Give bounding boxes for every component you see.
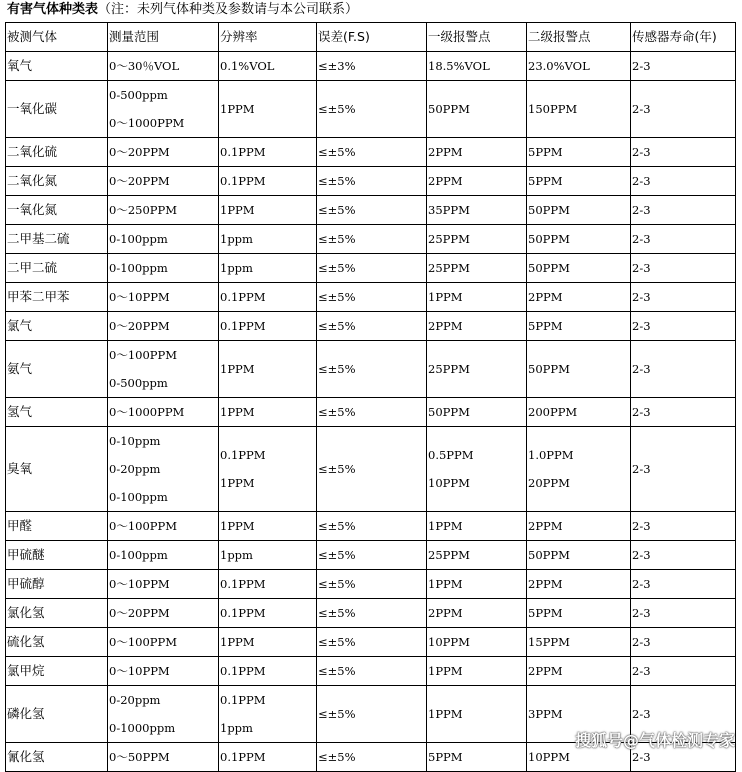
alarm1-cell: [427, 52, 527, 81]
alarm1-cell-line: 0.5PPM: [428, 448, 474, 462]
alarm1-cell-line: 1PPM: [428, 707, 463, 721]
header-row: [6, 23, 736, 52]
resolution-cell: [219, 52, 317, 81]
range-cell-line: 0～100PPM: [109, 348, 178, 362]
range-cell: [108, 312, 219, 341]
table-row: [6, 52, 736, 81]
alarm1-cell: [427, 196, 527, 225]
error-cell: ≤±5%: [317, 167, 427, 196]
range-cell-line: 0-500ppm: [109, 376, 168, 390]
alarm1-cell-line: 1PPM: [428, 664, 463, 678]
table-row: [6, 541, 736, 570]
life-cell: 2-3: [631, 398, 736, 427]
alarm1-cell-line: 10PPM: [428, 635, 470, 649]
range-cell: [108, 167, 219, 196]
range-cell: [108, 81, 219, 138]
range-cell-line: 0～10PPM: [109, 577, 170, 591]
alarm2-cell: [527, 312, 631, 341]
resolution-cell: [219, 196, 317, 225]
resolution-cell: [219, 686, 317, 743]
alarm2-cell: [527, 52, 631, 81]
table-row: [6, 512, 736, 541]
gas-cell: 甲硫醚: [6, 541, 108, 570]
table-row: [6, 398, 736, 427]
error-cell: ≤±5%: [317, 81, 427, 138]
alarm2-cell: [527, 599, 631, 628]
table-row: [6, 599, 736, 628]
gas-cell: 氢气: [6, 398, 108, 427]
table-row: [6, 312, 736, 341]
alarm2-cell-line: 5PPM: [528, 319, 563, 333]
header-life: 传感器寿命(年): [631, 23, 736, 52]
error-cell: ≤±5%: [317, 686, 427, 743]
alarm1-cell: [427, 341, 527, 398]
life-cell: 2-3: [631, 570, 736, 599]
range-cell-line: 0～10PPM: [109, 290, 170, 304]
resolution-cell-line: 0.1PPM: [220, 750, 266, 764]
gas-cell: 甲硫醇: [6, 570, 108, 599]
range-cell-line: 0-100ppm: [109, 232, 168, 246]
header-error: 误差(F.S): [317, 23, 427, 52]
gas-cell: 硫化氢: [6, 628, 108, 657]
alarm2-cell: [527, 81, 631, 138]
alarm1-cell: [427, 283, 527, 312]
alarm2-cell-line: 50PPM: [528, 362, 570, 376]
table-row: [6, 196, 736, 225]
life-cell: 2-3: [631, 657, 736, 686]
alarm1-cell: [427, 138, 527, 167]
alarm2-cell-line: 200PPM: [528, 405, 578, 419]
life-cell: 2-3: [631, 81, 736, 138]
alarm2-cell-line: 2PPM: [528, 577, 563, 591]
alarm2-cell-line: 5PPM: [528, 606, 563, 620]
alarm1-cell-line: 2PPM: [428, 174, 463, 188]
life-cell: 2-3: [631, 283, 736, 312]
alarm1-cell-line: 25PPM: [428, 261, 470, 275]
resolution-cell: [219, 341, 317, 398]
range-cell-line: 0～10PPM: [109, 664, 170, 678]
alarm2-cell-line: 5PPM: [528, 145, 563, 159]
error-cell: ≤±5%: [317, 628, 427, 657]
gas-cell: 臭氧: [6, 427, 108, 512]
alarm2-cell: [527, 398, 631, 427]
error-cell: ≤±5%: [317, 427, 427, 512]
alarm2-cell: [527, 341, 631, 398]
resolution-cell-line: 0.1PPM: [220, 448, 266, 462]
resolution-cell: [219, 167, 317, 196]
resolution-cell-line: 1PPM: [220, 635, 255, 649]
header-gas: 被测气体: [6, 23, 108, 52]
range-cell-line: 0-10ppm: [109, 434, 161, 448]
range-cell-line: 0-100ppm: [109, 490, 168, 504]
alarm2-cell: [527, 657, 631, 686]
error-cell: ≤±5%: [317, 283, 427, 312]
alarm1-cell-line: 2PPM: [428, 606, 463, 620]
gas-cell: 氨气: [6, 341, 108, 398]
error-cell: ≤±5%: [317, 254, 427, 283]
header-range: 测量范围: [108, 23, 219, 52]
gas-cell: 氯甲烷: [6, 657, 108, 686]
resolution-cell-line: 1ppm: [220, 721, 253, 735]
alarm2-cell-line: 2PPM: [528, 664, 563, 678]
alarm1-cell: [427, 427, 527, 512]
alarm2-cell-line: 2PPM: [528, 290, 563, 304]
resolution-cell: [219, 81, 317, 138]
alarm1-cell-line: 2PPM: [428, 145, 463, 159]
error-cell: ≤±5%: [317, 398, 427, 427]
resolution-cell: [219, 138, 317, 167]
resolution-cell-line: 0.1PPM: [220, 606, 266, 620]
life-cell: 2-3: [631, 628, 736, 657]
table-note: （注：未列气体种类及参数请与本公司联系）: [98, 2, 359, 17]
gas-cell: 一氧化碳: [6, 81, 108, 138]
header-resolution: 分辨率: [219, 23, 317, 52]
alarm2-cell-line: 50PPM: [528, 548, 570, 562]
range-cell-line: 0-500ppm: [109, 88, 168, 102]
watermark: 搜狐号@气体检测专家: [575, 731, 736, 750]
error-cell: ≤±5%: [317, 570, 427, 599]
resolution-cell: [219, 628, 317, 657]
range-cell: [108, 686, 219, 743]
range-cell: [108, 628, 219, 657]
alarm1-cell: [427, 541, 527, 570]
range-cell-line: 0-100ppm: [109, 261, 168, 275]
table-row: [6, 225, 736, 254]
range-cell-line: 0～30％VOL: [109, 59, 180, 73]
alarm1-cell: [427, 628, 527, 657]
alarm1-cell-line: 25PPM: [428, 232, 470, 246]
resolution-cell-line: 0.1%VOL: [220, 59, 275, 73]
error-cell: ≤±5%: [317, 138, 427, 167]
alarm2-cell-line: 2PPM: [528, 519, 563, 533]
page-title: [7, 1, 358, 19]
table-row: [6, 427, 736, 512]
alarm1-cell-line: 5PPM: [428, 750, 463, 764]
range-cell: [108, 541, 219, 570]
range-cell-line: 0～20PPM: [109, 319, 170, 333]
life-cell: 2-3: [631, 512, 736, 541]
life-cell: 2-3: [631, 167, 736, 196]
range-cell-line: 0～20PPM: [109, 145, 170, 159]
alarm2-cell: [527, 628, 631, 657]
alarm1-cell-line: 10PPM: [428, 476, 470, 490]
life-cell: 2-3: [631, 138, 736, 167]
range-cell-line: 0～100PPM: [109, 519, 178, 533]
gas-cell: 二甲二硫: [6, 254, 108, 283]
alarm2-cell: [527, 138, 631, 167]
header-alarm2: 二级报警点: [527, 23, 631, 52]
table-row: [6, 167, 736, 196]
life-cell: 2-3: [631, 743, 736, 772]
error-cell: ≤±5%: [317, 512, 427, 541]
resolution-cell-line: 0.1PPM: [220, 174, 266, 188]
resolution-cell-line: 0.1PPM: [220, 145, 266, 159]
gas-cell: 二氧化硫: [6, 138, 108, 167]
header-alarm1: 一级报警点: [427, 23, 527, 52]
error-cell: ≤±5%: [317, 225, 427, 254]
table-row: [6, 628, 736, 657]
range-cell: [108, 398, 219, 427]
table-row: [6, 570, 736, 599]
alarm2-cell-line: 23.0%VOL: [528, 59, 590, 73]
alarm1-cell-line: 1PPM: [428, 519, 463, 533]
alarm2-cell: [527, 167, 631, 196]
alarm2-cell-line: 3PPM: [528, 707, 563, 721]
alarm1-cell: [427, 167, 527, 196]
error-cell: ≤±5%: [317, 599, 427, 628]
table-row: [6, 283, 736, 312]
resolution-cell: [219, 427, 317, 512]
range-cell: [108, 341, 219, 398]
range-cell: [108, 254, 219, 283]
range-cell: [108, 52, 219, 81]
gas-types-table: [5, 22, 736, 772]
gas-cell: 一氧化氮: [6, 196, 108, 225]
resolution-cell-line: 1ppm: [220, 261, 253, 275]
gas-cell: 二甲基二硫: [6, 225, 108, 254]
life-cell: 2-3: [631, 341, 736, 398]
alarm1-cell-line: 35PPM: [428, 203, 470, 217]
alarm2-cell-line: 20PPM: [528, 476, 570, 490]
alarm1-cell-line: 1PPM: [428, 577, 463, 591]
resolution-cell: [219, 283, 317, 312]
alarm2-cell-line: 150PPM: [528, 102, 578, 116]
range-cell: [108, 196, 219, 225]
alarm2-cell: [527, 196, 631, 225]
alarm2-cell: [527, 427, 631, 512]
life-cell: 2-3: [631, 599, 736, 628]
resolution-cell-line: 0.1PPM: [220, 577, 266, 591]
alarm1-cell: [427, 312, 527, 341]
alarm2-cell-line: 50PPM: [528, 261, 570, 275]
life-cell: 2-3: [631, 686, 736, 743]
alarm1-cell: [427, 657, 527, 686]
resolution-cell-line: 1PPM: [220, 102, 255, 116]
resolution-cell: [219, 398, 317, 427]
range-cell: [108, 225, 219, 254]
range-cell-line: 0-100ppm: [109, 548, 168, 562]
table-title: 有害气体种类表: [7, 2, 99, 17]
error-cell: ≤±5%: [317, 196, 427, 225]
gas-cell: 氯化氢: [6, 599, 108, 628]
range-cell-line: 0-20ppm: [109, 693, 161, 707]
alarm1-cell-line: 2PPM: [428, 319, 463, 333]
alarm1-cell: [427, 599, 527, 628]
resolution-cell-line: 1PPM: [220, 476, 255, 490]
resolution-cell: [219, 570, 317, 599]
gas-cell: 磷化氢: [6, 686, 108, 743]
alarm2-cell: [527, 512, 631, 541]
resolution-cell-line: 1PPM: [220, 405, 255, 419]
resolution-cell: [219, 541, 317, 570]
life-cell: 2-3: [631, 225, 736, 254]
alarm2-cell: [527, 254, 631, 283]
alarm1-cell: [427, 398, 527, 427]
alarm2-cell-line: 15PPM: [528, 635, 570, 649]
range-cell: [108, 570, 219, 599]
alarm2-cell-line: 50PPM: [528, 232, 570, 246]
resolution-cell-line: 0.1PPM: [220, 664, 266, 678]
alarm1-cell-line: 25PPM: [428, 362, 470, 376]
gas-cell: 甲苯二甲苯: [6, 283, 108, 312]
resolution-cell-line: 0.1PPM: [220, 319, 266, 333]
alarm1-cell: [427, 81, 527, 138]
resolution-cell-line: 1PPM: [220, 203, 255, 217]
resolution-cell: [219, 743, 317, 772]
range-cell-line: 0～250PPM: [109, 203, 178, 217]
life-cell: 2-3: [631, 541, 736, 570]
alarm1-cell-line: 18.5%VOL: [428, 59, 490, 73]
alarm2-cell-line: 50PPM: [528, 203, 570, 217]
table-row: [6, 341, 736, 398]
alarm1-cell-line: 1PPM: [428, 290, 463, 304]
resolution-cell-line: 0.1PPM: [220, 290, 266, 304]
alarm2-cell: [527, 225, 631, 254]
range-cell: [108, 599, 219, 628]
alarm1-cell-line: 50PPM: [428, 102, 470, 116]
life-cell: 2-3: [631, 254, 736, 283]
range-cell-line: 0～20PPM: [109, 606, 170, 620]
alarm1-cell-line: 25PPM: [428, 548, 470, 562]
alarm2-cell: [527, 283, 631, 312]
gas-cell: 二氧化氮: [6, 167, 108, 196]
error-cell: ≤±5%: [317, 743, 427, 772]
alarm1-cell: [427, 512, 527, 541]
range-cell-line: 0～100PPM: [109, 635, 178, 649]
range-cell-line: 0～1000PPM: [109, 405, 185, 419]
table-row: [6, 254, 736, 283]
resolution-cell: [219, 312, 317, 341]
alarm1-cell: [427, 570, 527, 599]
resolution-cell-line: 1PPM: [220, 362, 255, 376]
error-cell: ≤±5%: [317, 657, 427, 686]
alarm2-cell: [527, 570, 631, 599]
table-row: [6, 138, 736, 167]
table-body: [6, 52, 736, 772]
resolution-cell: [219, 225, 317, 254]
range-cell-line: 0～20PPM: [109, 174, 170, 188]
alarm1-cell: [427, 254, 527, 283]
error-cell: ≤±5%: [317, 341, 427, 398]
error-cell: ≤±5%: [317, 312, 427, 341]
life-cell: 2-3: [631, 427, 736, 512]
alarm2-cell-line: 10PPM: [528, 750, 570, 764]
range-cell: [108, 512, 219, 541]
alarm1-cell: [427, 686, 527, 743]
range-cell: [108, 138, 219, 167]
resolution-cell: [219, 512, 317, 541]
range-cell-line: 0-20ppm: [109, 462, 161, 476]
gas-cell: 甲醛: [6, 512, 108, 541]
resolution-cell: [219, 254, 317, 283]
life-cell: 2-3: [631, 52, 736, 81]
range-cell-line: 0-1000ppm: [109, 721, 176, 735]
alarm2-cell-line: 5PPM: [528, 174, 563, 188]
resolution-cell-line: 1ppm: [220, 548, 253, 562]
table-header: [6, 23, 736, 52]
resolution-cell-line: 1ppm: [220, 232, 253, 246]
alarm2-cell-line: 1.0PPM: [528, 448, 574, 462]
resolution-cell-line: 1PPM: [220, 519, 255, 533]
alarm1-cell: [427, 743, 527, 772]
table-row: [6, 657, 736, 686]
range-cell-line: 0～50PPM: [109, 750, 170, 764]
range-cell: [108, 283, 219, 312]
alarm1-cell: [427, 225, 527, 254]
alarm1-cell-line: 50PPM: [428, 405, 470, 419]
table-row: [6, 81, 736, 138]
resolution-cell: [219, 599, 317, 628]
life-cell: 2-3: [631, 312, 736, 341]
error-cell: ≤±3%: [317, 52, 427, 81]
gas-cell: 氯气: [6, 312, 108, 341]
range-cell-line: 0～1000PPM: [109, 116, 185, 130]
resolution-cell: [219, 657, 317, 686]
alarm2-cell: [527, 541, 631, 570]
range-cell: [108, 743, 219, 772]
range-cell: [108, 657, 219, 686]
life-cell: 2-3: [631, 196, 736, 225]
gas-cell: 氧气: [6, 52, 108, 81]
range-cell: [108, 427, 219, 512]
error-cell: ≤±5%: [317, 541, 427, 570]
resolution-cell-line: 0.1PPM: [220, 693, 266, 707]
gas-cell: 氰化氢: [6, 743, 108, 772]
